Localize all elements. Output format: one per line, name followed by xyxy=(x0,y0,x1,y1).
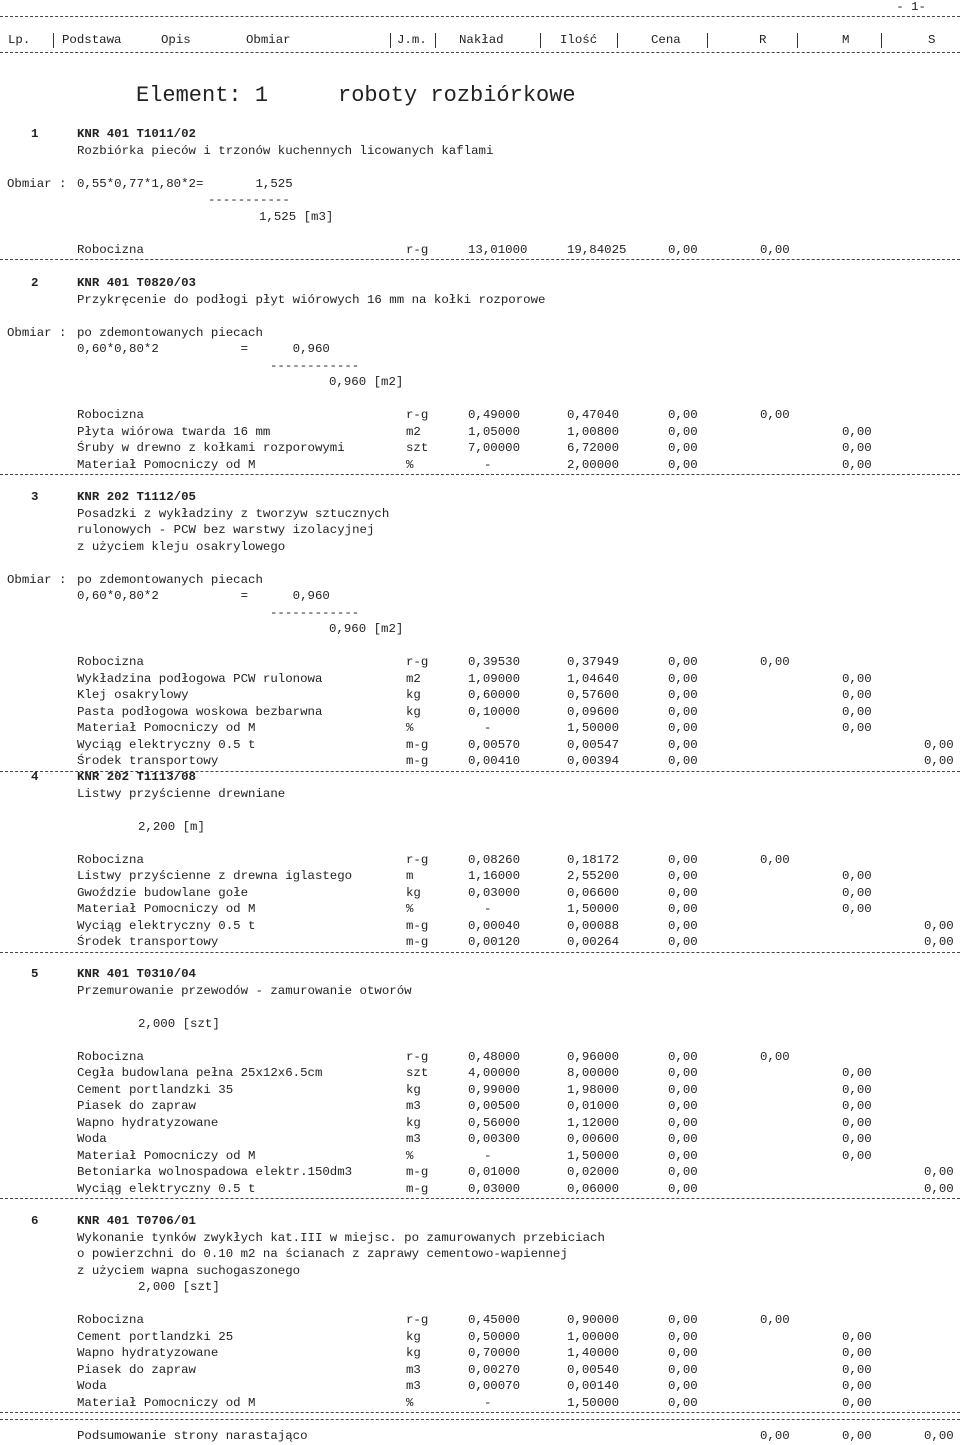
resource-price: 0,00 xyxy=(668,655,698,669)
resource-price: 0,00 xyxy=(668,721,698,735)
resource-norm: 0,50000 xyxy=(468,1329,521,1344)
resource-unit: % xyxy=(406,1395,414,1410)
resource-price: 0,00 xyxy=(668,902,698,916)
resource-norm: 0,08260 xyxy=(468,852,521,867)
section-rule xyxy=(0,1412,960,1413)
resource-quantity: 0,00140 xyxy=(567,1379,620,1393)
resource-unit: szt xyxy=(406,441,429,455)
section-rule xyxy=(0,259,960,260)
col-header-podstawa: Podstawa xyxy=(62,33,122,47)
summary-m: 0,00 xyxy=(842,1429,872,1443)
resource-unit: kg xyxy=(406,1346,421,1360)
resource-name: Środek transportowy xyxy=(77,754,219,768)
col-header-cena: Cena xyxy=(651,33,681,47)
col-separator xyxy=(881,33,882,48)
resource-name: Robocizna xyxy=(77,852,144,867)
resource-quantity: 1,50000 xyxy=(567,902,620,916)
summary-r: 0,00 xyxy=(760,1429,790,1443)
resource-m-value: 0,00 xyxy=(842,1395,872,1410)
resource-norm: 0,00070 xyxy=(468,1379,521,1393)
resource-unit: m-g xyxy=(406,1181,429,1196)
resource-price: 0,00 xyxy=(668,1346,698,1360)
resource-price: 0,00 xyxy=(668,1082,698,1097)
resource-unit: kg xyxy=(406,704,421,719)
resource-norm: - xyxy=(484,457,492,472)
resource-unit: m2 xyxy=(406,424,421,439)
resource-price: 0,00 xyxy=(668,869,698,883)
resource-price: 0,00 xyxy=(668,885,698,900)
resource-m-value: 0,00 xyxy=(842,1099,872,1113)
resource-s-value: 0,00 xyxy=(924,1181,954,1196)
position-number: 3 xyxy=(31,490,39,504)
obmiar-line: po zdemontowanych piecach xyxy=(77,572,263,587)
resource-price: 0,00 xyxy=(668,1329,698,1344)
resource-norm: 0,00040 xyxy=(468,918,521,933)
resource-price: 0,00 xyxy=(668,457,698,472)
resource-m-value: 0,00 xyxy=(842,885,872,900)
resource-name: Betoniarka wolnospadowa elektr.150dm3 xyxy=(77,1165,353,1179)
resource-norm: 4,00000 xyxy=(468,1066,521,1080)
resource-price: 0,00 xyxy=(668,242,698,257)
resource-norm: 0,56000 xyxy=(468,1115,521,1130)
resource-quantity: 0,00600 xyxy=(567,1132,620,1146)
resource-price: 0,00 xyxy=(668,1181,698,1196)
resource-price: 0,00 xyxy=(668,737,698,752)
resource-m-value: 0,00 xyxy=(842,704,872,719)
resource-m-value: 0,00 xyxy=(842,1115,872,1130)
resource-price: 0,00 xyxy=(668,1165,698,1179)
resource-norm: 7,00000 xyxy=(468,441,521,455)
resource-price: 0,00 xyxy=(668,704,698,719)
position-description: o powierzchni do 0.10 m2 na ścianach z zaprawy cementowo-wapiennej xyxy=(77,1247,568,1261)
resource-price: 0,00 xyxy=(668,1148,698,1163)
resource-name: Materiał Pomocniczy od M xyxy=(77,1148,256,1163)
position-description: z użyciem kleju osakrylowego xyxy=(77,539,286,554)
col-separator xyxy=(435,33,436,48)
resource-unit: m3 xyxy=(406,1099,421,1113)
position-description: z użyciem wapna suchogaszonego xyxy=(77,1263,301,1278)
resource-price: 0,00 xyxy=(668,1132,698,1146)
resource-unit: kg xyxy=(406,1115,421,1130)
resource-r-value: 0,00 xyxy=(760,408,790,422)
resource-name: Piasek do zapraw xyxy=(77,1362,196,1377)
position-number: 5 xyxy=(31,967,39,981)
resource-s-value: 0,00 xyxy=(924,737,954,752)
resource-m-value: 0,00 xyxy=(842,902,872,916)
resource-unit: m-g xyxy=(406,918,429,933)
resource-m-value: 0,00 xyxy=(842,721,872,735)
resource-quantity: 1,00000 xyxy=(567,1329,620,1344)
resource-price: 0,00 xyxy=(668,671,698,686)
resource-norm: 0,00300 xyxy=(468,1132,521,1146)
resource-price: 0,00 xyxy=(668,1049,698,1064)
resource-m-value: 0,00 xyxy=(842,1082,872,1097)
resource-name: Wapno hydratyzowane xyxy=(77,1115,219,1130)
resource-m-value: 0,00 xyxy=(842,869,872,883)
resource-price: 0,00 xyxy=(668,1066,698,1080)
resource-price: 0,00 xyxy=(668,852,698,867)
resource-price: 0,00 xyxy=(668,918,698,933)
resource-r-value: 0,00 xyxy=(760,655,790,669)
resource-m-value: 0,00 xyxy=(842,441,872,455)
resource-unit: % xyxy=(406,457,414,472)
resource-price: 0,00 xyxy=(668,1395,698,1410)
col-header-m: M xyxy=(842,33,850,47)
resource-quantity: 0,06000 xyxy=(567,1181,620,1196)
resource-name: Materiał Pomocniczy od M xyxy=(77,457,256,472)
resource-quantity: 1,98000 xyxy=(567,1082,620,1097)
obmiar-label: Obmiar : xyxy=(7,176,67,191)
resource-norm: 0,70000 xyxy=(468,1346,521,1360)
obmiar-line: 0,60*0,80*2 = 0,960 xyxy=(77,589,330,603)
resource-quantity: 0,90000 xyxy=(567,1313,620,1327)
resource-norm: 0,03000 xyxy=(468,885,521,900)
resource-r-value: 0,00 xyxy=(760,1313,790,1327)
position-total: 0,960 [m2] xyxy=(329,622,404,636)
resource-quantity: 0,00540 xyxy=(567,1362,620,1377)
resource-m-value: 0,00 xyxy=(842,1329,872,1344)
resource-name: Gwoździe budowlane gołe xyxy=(77,885,249,900)
position-code: KNR 401 T1011/02 xyxy=(77,127,196,141)
resource-price: 0,00 xyxy=(668,1099,698,1113)
col-header-jm: J.m. xyxy=(397,33,427,47)
section-rule xyxy=(0,952,960,953)
obmiar-rule: ----------- xyxy=(208,193,290,207)
resource-name: Piasek do zapraw xyxy=(77,1099,196,1113)
resource-r-value: 0,00 xyxy=(760,242,790,257)
element-label: Element: 1 xyxy=(136,83,269,108)
col-separator xyxy=(540,33,541,48)
resource-price: 0,00 xyxy=(668,441,698,455)
col-separator xyxy=(617,33,618,48)
resource-norm: 0,00270 xyxy=(468,1362,521,1377)
resource-name: Cegła budowlana pełna 25x12x6.5cm xyxy=(77,1066,323,1080)
resource-price: 0,00 xyxy=(668,1313,698,1327)
resource-quantity: 0,00547 xyxy=(567,737,620,752)
resource-norm: 0,45000 xyxy=(468,1313,521,1327)
resource-quantity: 1,40000 xyxy=(567,1346,620,1360)
resource-norm: 1,16000 xyxy=(468,869,521,883)
position-total: 0,960 [m2] xyxy=(329,375,404,389)
resource-r-value: 0,00 xyxy=(760,852,790,867)
resource-s-value: 0,00 xyxy=(924,1165,954,1179)
resource-unit: r-g xyxy=(406,1049,429,1064)
resource-price: 0,00 xyxy=(668,1362,698,1377)
resource-m-value: 0,00 xyxy=(842,688,872,702)
resource-unit: r-g xyxy=(406,408,429,422)
resource-price: 0,00 xyxy=(668,935,698,949)
resource-quantity: 0,18172 xyxy=(567,852,620,867)
col-header-naklad: Nakład xyxy=(459,33,504,47)
resource-quantity: 0,01000 xyxy=(567,1099,620,1113)
position-description: Listwy przyścienne drewniane xyxy=(77,786,286,801)
resource-s-value: 0,00 xyxy=(924,754,954,768)
resource-norm: 0,00120 xyxy=(468,935,521,949)
position-description: rulonowych - PCW bez warstwy izolacyjnej xyxy=(77,523,375,537)
resource-unit: m3 xyxy=(406,1362,421,1377)
resource-norm: - xyxy=(484,1395,492,1410)
position-total: 2,200 [m] xyxy=(138,819,205,834)
resource-unit: r-g xyxy=(406,242,429,257)
resource-unit: kg xyxy=(406,1082,421,1097)
col-header-s: S xyxy=(928,33,936,47)
resource-name: Wyciąg elektryczny 0.5 t xyxy=(77,918,256,933)
resource-name: Cement portlandzki 25 xyxy=(77,1329,234,1344)
resource-name: Płyta wiórowa twarda 16 mm xyxy=(77,424,271,439)
resource-norm: 13,01000 xyxy=(468,242,528,257)
resource-name: Klej osakrylowy xyxy=(77,688,189,702)
resource-norm: - xyxy=(484,1148,492,1163)
resource-quantity: 0,00088 xyxy=(567,918,620,933)
resource-norm: 0,60000 xyxy=(468,688,521,702)
summary-rule xyxy=(0,1419,960,1420)
resource-name: Środek transportowy xyxy=(77,935,219,949)
resource-unit: m-g xyxy=(406,754,429,768)
section-rule xyxy=(0,1198,960,1199)
resource-unit: kg xyxy=(406,885,421,900)
resource-quantity: 0,02000 xyxy=(567,1165,620,1179)
position-total: 2,000 [szt] xyxy=(138,1016,220,1031)
resource-name: Pasta podłogowa woskowa bezbarwna xyxy=(77,704,323,719)
position-code: KNR 401 T0310/04 xyxy=(77,967,196,981)
resource-quantity: 0,06600 xyxy=(567,885,620,900)
resource-norm: 0,00500 xyxy=(468,1099,521,1113)
resource-quantity: 0,00394 xyxy=(567,754,620,768)
resource-norm: 0,00410 xyxy=(468,754,521,768)
resource-quantity: 1,50000 xyxy=(567,721,620,735)
resource-unit: kg xyxy=(406,1329,421,1344)
resource-norm: 0,39530 xyxy=(468,655,521,669)
summary-label: Podsumowanie strony narastająco xyxy=(77,1429,308,1443)
resource-unit: m-g xyxy=(406,935,429,949)
resource-quantity: 1,50000 xyxy=(567,1148,620,1163)
resource-unit: r-g xyxy=(406,655,429,669)
col-header-obmiar: Obmiar xyxy=(246,33,291,47)
resource-price: 0,00 xyxy=(668,1379,698,1393)
resource-name: Woda xyxy=(77,1379,107,1393)
resource-unit: % xyxy=(406,721,414,735)
resource-norm: 0,10000 xyxy=(468,704,521,719)
resource-m-value: 0,00 xyxy=(842,1066,872,1080)
resource-m-value: 0,00 xyxy=(842,1132,872,1146)
resource-quantity: 0,47040 xyxy=(567,408,620,422)
resource-norm: 1,09000 xyxy=(468,671,521,686)
resource-name: Listwy przyścienne z drewna iglastego xyxy=(77,869,353,883)
resource-unit: m-g xyxy=(406,737,429,752)
resource-name: Śruby w drewno z kołkami rozporowymi xyxy=(77,441,345,455)
position-code: KNR 202 T1113/08 xyxy=(77,770,196,784)
position-code: KNR 401 T0706/01 xyxy=(77,1214,196,1228)
resource-quantity: 0,96000 xyxy=(567,1049,620,1064)
resource-unit: r-g xyxy=(406,852,429,867)
resource-norm: 0,49000 xyxy=(468,408,521,422)
position-description: Rozbiórka pieców i trzonów kuchennych licowanych kaflami xyxy=(77,143,494,158)
resource-quantity: 6,72000 xyxy=(567,441,620,455)
resource-name: Cement portlandzki 35 xyxy=(77,1082,234,1097)
col-separator xyxy=(707,33,708,48)
resource-name: Robocizna xyxy=(77,655,144,669)
resource-unit: m3 xyxy=(406,1379,421,1393)
position-number: 4 xyxy=(31,770,39,784)
resource-name: Materiał Pomocniczy od M xyxy=(77,1395,256,1410)
section-rule xyxy=(0,474,960,475)
resource-name: Wyciąg elektryczny 0.5 t xyxy=(77,1181,256,1196)
position-description: Wykonanie tynków zwykłych kat.III w miejsc. po zamurowanych przebiciach xyxy=(77,1230,605,1245)
resource-quantity: 8,00000 xyxy=(567,1066,620,1080)
resource-unit: szt xyxy=(406,1066,429,1080)
header-rule-bottom xyxy=(0,52,960,53)
resource-m-value: 0,00 xyxy=(842,1362,872,1377)
position-total: 2,000 [szt] xyxy=(138,1280,220,1294)
resource-m-value: 0,00 xyxy=(842,671,872,686)
resource-m-value: 0,00 xyxy=(842,1379,872,1393)
resource-price: 0,00 xyxy=(668,1115,698,1130)
resource-price: 0,00 xyxy=(668,408,698,422)
resource-price: 0,00 xyxy=(668,688,698,702)
position-description: Przykręcenie do podłogi płyt wiórowych 16 mm na kołki rozporowe xyxy=(77,292,546,307)
resource-norm: 0,03000 xyxy=(468,1181,521,1196)
resource-quantity: 0,09600 xyxy=(567,704,620,719)
resource-unit: % xyxy=(406,902,414,916)
header-rule-top xyxy=(0,16,960,17)
resource-quantity: 0,37949 xyxy=(567,655,620,669)
resource-quantity: 1,04640 xyxy=(567,671,620,686)
resource-price: 0,00 xyxy=(668,754,698,768)
summary-s: 0,00 xyxy=(924,1429,954,1443)
resource-norm: - xyxy=(484,902,492,916)
col-separator xyxy=(390,33,391,48)
resource-norm: 0,00570 xyxy=(468,737,521,752)
resource-quantity: 2,00000 xyxy=(567,457,620,472)
obmiar-rule: ------------ xyxy=(270,358,360,373)
col-header-ilosc: Ilość xyxy=(560,33,598,47)
position-number: 6 xyxy=(31,1214,39,1228)
obmiar-line: 0,60*0,80*2 = 0,960 xyxy=(77,342,330,356)
resource-quantity: 1,50000 xyxy=(567,1395,620,1410)
resource-name: Woda xyxy=(77,1132,107,1146)
resource-unit: m-g xyxy=(406,1165,429,1179)
resource-name: Robocizna xyxy=(77,1313,144,1327)
position-code: KNR 401 T0820/03 xyxy=(77,276,196,290)
resource-m-value: 0,00 xyxy=(842,1148,872,1163)
resource-name: Materiał Pomocniczy od M xyxy=(77,721,256,735)
resource-name: Robocizna xyxy=(77,242,144,257)
position-description: Posadzki z wykładziny z tworzyw sztucznych xyxy=(77,506,390,521)
resource-norm: 0,01000 xyxy=(468,1165,521,1179)
resource-name: Robocizna xyxy=(77,408,144,422)
resource-unit: kg xyxy=(406,688,421,702)
obmiar-rule: ------------ xyxy=(270,605,360,620)
col-header-opis: Opis xyxy=(161,33,191,47)
position-number: 2 xyxy=(31,276,39,290)
resource-quantity: 1,00800 xyxy=(567,424,620,439)
resource-quantity: 1,12000 xyxy=(567,1115,620,1130)
resource-price: 0,00 xyxy=(668,424,698,439)
col-separator xyxy=(53,33,54,48)
resource-quantity: 0,57600 xyxy=(567,688,620,702)
page-number: - 1- xyxy=(896,0,926,14)
position-code: KNR 202 T1112/05 xyxy=(77,490,196,504)
resource-quantity: 2,55200 xyxy=(567,869,620,883)
obmiar-line: po zdemontowanych piecach xyxy=(77,325,263,340)
obmiar-line: 0,55*0,77*1,80*2= 1,525 xyxy=(77,176,293,191)
resource-m-value: 0,00 xyxy=(842,1346,872,1360)
resource-r-value: 0,00 xyxy=(760,1049,790,1064)
resource-name: Robocizna xyxy=(77,1049,144,1064)
resource-quantity: 0,00264 xyxy=(567,935,620,949)
resource-name: Wyciąg elektryczny 0.5 t xyxy=(77,737,256,752)
resource-name: Wykładzina podłogowa PCW rulonowa xyxy=(77,671,323,686)
resource-norm: 0,99000 xyxy=(468,1082,521,1097)
obmiar-label: Obmiar : xyxy=(7,325,67,340)
resource-norm: - xyxy=(484,721,492,735)
position-total: 1,525 [m3] xyxy=(259,209,334,224)
resource-name: Wapno hydratyzowane xyxy=(77,1346,219,1360)
resource-norm: 0,48000 xyxy=(468,1049,521,1064)
position-number: 1 xyxy=(31,127,39,141)
col-separator xyxy=(797,33,798,48)
position-description: Przemurowanie przewodów - zamurowanie otworów xyxy=(77,983,412,998)
resource-m-value: 0,00 xyxy=(842,457,872,472)
resource-norm: 1,05000 xyxy=(468,424,521,439)
resource-unit: % xyxy=(406,1148,414,1163)
resource-quantity: 19,84025 xyxy=(567,242,627,257)
col-header-lp: Lp. xyxy=(8,33,31,47)
resource-unit: r-g xyxy=(406,1313,429,1327)
resource-s-value: 0,00 xyxy=(924,918,954,933)
element-name: roboty rozbiórkowe xyxy=(338,83,576,108)
resource-unit: m3 xyxy=(406,1132,421,1146)
resource-unit: m2 xyxy=(406,671,421,686)
resource-name: Materiał Pomocniczy od M xyxy=(77,902,256,916)
col-header-r: R xyxy=(759,33,767,47)
obmiar-label: Obmiar : xyxy=(7,572,67,587)
resource-s-value: 0,00 xyxy=(924,935,954,949)
resource-unit: m xyxy=(406,869,414,883)
resource-m-value: 0,00 xyxy=(842,424,872,439)
